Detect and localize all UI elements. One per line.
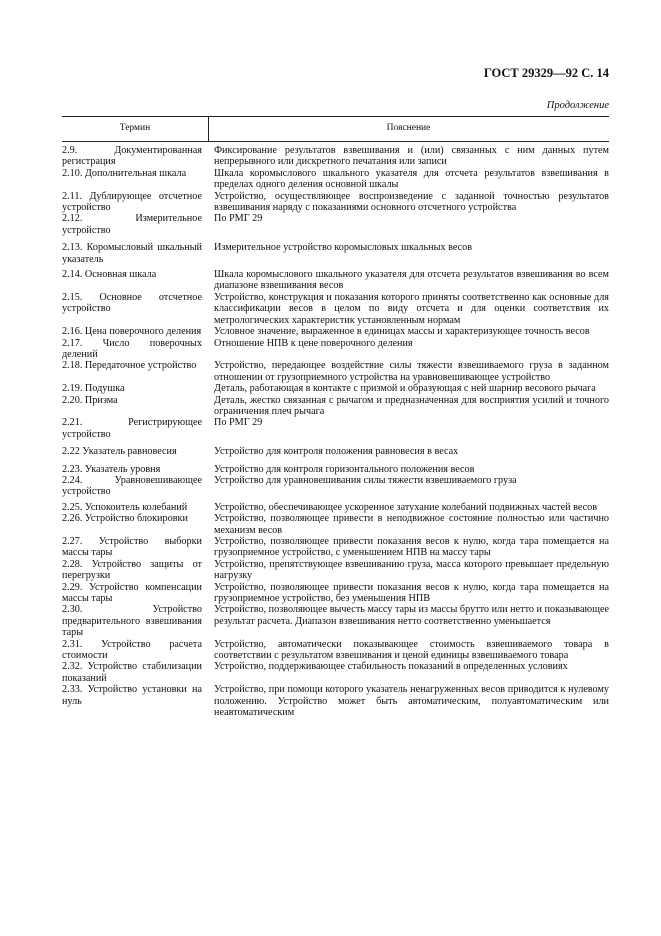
definition-cell: Устройство, поддерживающее стабильность показаний в определенных условиях [214,661,568,673]
continuation-label: Продолжение [546,100,609,111]
table-top-rule [62,116,609,117]
table-row [62,326,609,337]
term-cell: 2.13. Коромысловый шкальный указатель [62,242,202,265]
table-row [62,559,609,582]
definition-cell: Устройство, позволяющее вычесть массу тары из массы брутто или нетто и показывающее результат расчета. Диапазон взвешивания нетто соответственно уменьшается [214,604,609,627]
definition-cell: Измерительное устройство коромысловых шкальных весов [214,242,473,254]
column-header-definition: Пояснение [386,123,431,133]
table-row [62,475,609,498]
table-row [62,536,609,559]
table-row [62,360,609,383]
table-row [62,639,609,662]
definition-cell: По РМГ 29 [214,213,263,225]
column-header-term: Термин [119,123,151,133]
table-row [62,338,609,361]
term-cell: 2.29. Устройство компенсации массы тары [62,581,202,605]
term-cell: 2.15. Основное отсчетное устройство [62,291,202,315]
term-cell: 2.10. Дополнительная шкала [62,167,187,179]
definition-cell: Устройство для контроля положения равновесия в весах [214,446,459,458]
term-cell: 2.33. Устройство установки на нуль [62,684,202,707]
term-cell: 2.30. Устройство предварительного взвешивания тары [62,604,202,639]
term-cell: 2.20. Призма [62,394,118,406]
term-cell: 2.28. Устройство защиты от перегрузки [62,558,202,582]
definition-cell: Устройство для контроля горизонтального положения весов [214,463,475,475]
term-cell: 2.14. Основная шкала [62,269,157,281]
definition-cell: Деталь, работающая в контакте с призмой и образующая с ней шарнир весового рычага [214,383,596,395]
table-row [62,145,609,168]
terms-table-body [62,145,609,719]
term-cell: 2.27. Устройство выборки массы тары [62,536,202,559]
table-row [62,513,609,536]
term-cell: 2.11. Дублирующее отсчетное устройство [62,190,202,214]
term-cell: 2.23. Указатель уровня [62,463,161,475]
definition-cell: Деталь, жестко связанная с рычагом и предназначенная для восприятия усилий и точного ограничения плеч рычага [214,394,609,417]
definition-cell: Устройство, конструкция и показания которого приняты соответственно как основные для классификации весов в целом по виду отсчета и для оценки соответствия их метрологических характеристик установленным нормам [214,291,609,326]
table-row [62,269,609,292]
table-row [62,292,609,326]
definition-cell: Фиксирование результатов взвешивания и (или) связанных с ним данных путем непрерывного или дискретного печатания или записи [214,145,609,168]
definition-cell: Шкала коромыслового шкального указателя для отсчета результатов взвешивания в пределах одного деления основной шкалы [214,167,609,191]
table-row [62,604,609,638]
term-cell: 2.32. Устройство стабилизации показаний [62,661,202,684]
table-row [62,383,609,394]
definition-cell: Устройство для уравновешивания силы тяжести взвешиваемого груза [214,474,517,486]
definition-cell: Отношение НПВ к цене поверочного деления [214,337,413,349]
table-row [62,213,609,236]
table-header-rule [62,141,609,142]
definition-cell: Устройство, передающее воздействие силы тяжести взвешиваемого груза в заданном отношении от грузоприемного устройства на уравновешивающее устройство [214,360,609,383]
definition-cell: Шкала коромыслового шкального указателя для отсчета результатов взвешивания во всем диапазоне взвешивания весов [214,269,609,292]
table-row [62,582,609,605]
table-row [62,661,609,684]
definition-cell: Устройство, осуществляющее воспроизведение с заданной точностью результатов взвешивания наряду с показаниями основного отсчетного устройства [214,190,609,214]
definition-cell: Устройство, препятствующее взвешиванию груза, масса которого превышает предельную нагрузку [214,558,609,582]
definition-cell: Устройство, автоматически показывающее стоимость взвешиваемого товара в соответствии с результатом взвешивания и ценой единицы взвешиваемого товара [214,638,609,662]
term-cell: 2.17. Число поверочных делений [62,337,202,360]
definition-cell: Устройство, позволяющее привести показания весов к нулю, когда тара помещается на грузоприемное устройство, без уменьшения НПВ [214,581,609,605]
table-row [62,395,609,418]
term-cell: 2.22 Указатель равновесия [62,446,177,458]
table-row [62,417,609,440]
page-header: ГОСТ 29329—92 С. 14 [483,66,609,80]
term-cell: 2.12. Измерительное устройство [62,213,202,236]
definition-cell: Устройство, при помощи которого указатель ненагруженных весов приводится к нулевому положению. Устройство может быть автоматическим, полуавтоматическим или неавтоматическим [214,684,609,719]
definition-cell: Устройство, позволяющее привести показания весов к нулю, когда тара помещается на грузоприемное устройство, с уменьшением НПВ на массу тары [214,536,609,559]
term-cell: 2.19. Подушка [62,383,125,395]
definition-cell: Устройство, позволяющее привести в неподвижное состояние полностью или частично механизм весов [214,513,609,536]
table-row [62,242,609,265]
term-cell: 2.18. Передаточное устройство [62,360,197,372]
definition-cell: Условное значение, выраженное в единицах массы и характеризующее точность весов [214,326,590,338]
term-cell: 2.26. Устройство блокировки [62,513,188,525]
term-cell: 2.31. Устройство расчета стоимости [62,638,202,662]
term-cell: 2.9. Документированная регистрация [62,145,202,168]
table-row [62,502,609,513]
table-row [62,446,609,457]
table-row [62,684,609,718]
definition-cell: Устройство, обеспечивающее ускоренное затухание колебаний подвижных частей весов [214,501,598,513]
term-cell: 2.16. Цена поверочного деления [62,326,202,338]
term-cell: 2.21. Регистрирующее устройство [62,417,202,440]
term-cell: 2.25. Успокоитель колебаний [62,501,188,513]
table-row [62,191,609,214]
table-row [62,168,609,191]
definition-cell: По РМГ 29 [214,417,263,429]
table-row [62,464,609,475]
term-cell: 2.24. Уравновешивающее устройство [62,474,202,498]
